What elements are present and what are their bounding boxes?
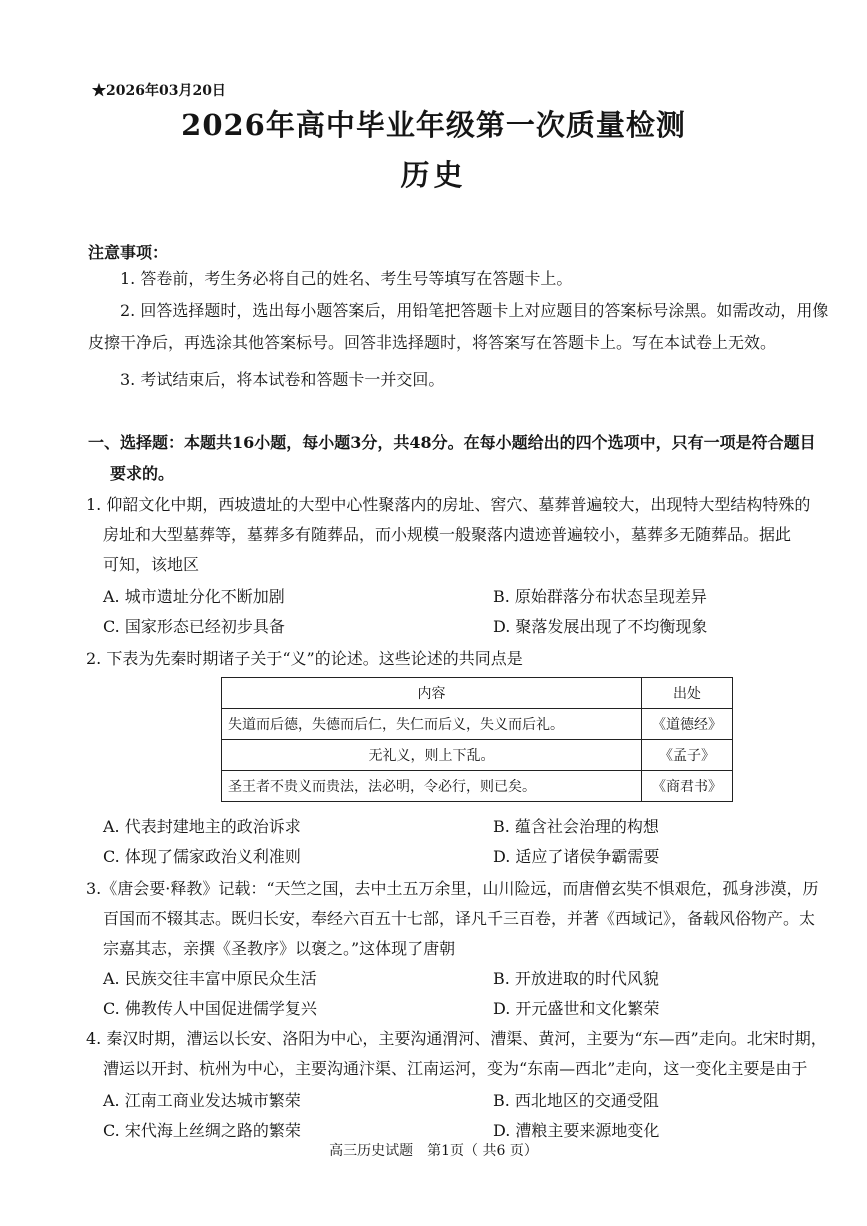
- q3-stem-line-1: 3.《唐会要·释教》记载：“天竺之国，去中土五万余里，山川险远，而唐僧玄奘不惧艰危，孤身涉漠，历: [86, 879, 819, 898]
- q2-stem: 2. 下表为先秦时期诸子关于“义”的论述。这些论述的共同点是: [86, 649, 523, 668]
- q3-option-d: D. 开元盛世和文化繁荣: [493, 999, 660, 1018]
- q4-option-a: A. 江南工商业发达城市繁荣: [103, 1091, 301, 1110]
- table-cell-source: 《商君书》: [642, 771, 733, 802]
- table-cell-content: 无礼义，则上下乱。: [222, 740, 642, 771]
- notice-item-2-line-2: 皮擦干净后，再选涂其他答案标号。回答非选择题时，将答案写在答题卡上。写在本试卷上无效。: [88, 333, 777, 352]
- table-header-source: 出处: [642, 678, 733, 709]
- q4-option-b: B. 西北地区的交通受阻: [493, 1091, 659, 1110]
- q1-option-b: B. 原始群落分布状态呈现差异: [493, 587, 707, 606]
- q1-stem-line-1: 1. 仰韶文化中期，西坡遗址的大型中心性聚落内的房址、窖穴、墓葬普遍较大，出现特大型结构特殊的: [86, 495, 811, 514]
- exam-date: ★2026年03月20日: [92, 83, 226, 99]
- q1-option-c: C. 国家形态已经初步具备: [103, 617, 285, 636]
- table-row: [222, 709, 733, 740]
- q3-stem-line-2: 百国而不辍其志。既归长安，奉经六百五十七部，译凡千三百卷，并著《西域记》，备载风俗物产。太: [103, 909, 816, 928]
- page-footer: 高三历史试题 第1页（ 共6 页）: [329, 1143, 538, 1159]
- section-heading-line-2: 要求的。: [110, 464, 175, 483]
- q2-option-c: C. 体现了儒家政治义利准则: [103, 847, 301, 866]
- section-heading-line-1: 一、选择题：本题共16小题，每小题3分，共48分。在每小题给出的四个选项中，只有一项是符合题目: [88, 433, 816, 452]
- q2-option-d: D. 适应了诸侯争霸需要: [493, 847, 660, 866]
- q3-stem-line-3: 宗嘉其志，亲撰《圣教序》以褒之。”这体现了唐朝: [103, 939, 456, 958]
- notice-heading: 注意事项：: [88, 243, 169, 262]
- q2-option-b: B. 蕴含社会治理的构想: [493, 817, 659, 836]
- q2-option-a: A. 代表封建地主的政治诉求: [103, 817, 301, 836]
- table-header-content: 内容: [222, 678, 642, 709]
- table-cell-content: 圣王者不贵义而贵法，法必明，令必行，则已矣。: [222, 771, 642, 802]
- q1-option-a: A. 城市遗址分化不断加剧: [103, 587, 285, 606]
- notice-item-2-line-1: 2. 回答选择题时，选出每小题答案后，用铅笔把答题卡上对应题目的答案标号涂黑。如需改动，用像: [120, 301, 829, 320]
- notice-item-1: 1. 答卷前，考生务必将自己的姓名、考生号等填写在答题卡上。: [120, 269, 573, 288]
- q1-option-d: D. 聚落发展出现了不均衡现象: [493, 617, 708, 636]
- exam-subject: 历史: [400, 158, 467, 192]
- q4-option-c: C. 宋代海上丝绸之路的繁荣: [103, 1121, 301, 1140]
- table-cell-source: 《道德经》: [642, 709, 733, 740]
- notice-item-3: 3. 考试结束后，将本试卷和答题卡一并交回。: [120, 370, 445, 389]
- q4-stem-line-1: 4. 秦汉时期，漕运以长安、洛阳为中心，主要沟通渭河、漕渠、黄河，主要为“东—西”走向。北宋时期，: [86, 1029, 827, 1048]
- table-row: [222, 740, 733, 771]
- q4-stem-line-2: 漕运以开封、杭州为中心，主要沟通汴渠、江南运河，变为“东南—西北”走向，这一变化主要是由于: [103, 1059, 808, 1078]
- table-header-row: [222, 678, 733, 709]
- exam-title: 2026年高中毕业年级第一次质量检测: [181, 108, 686, 142]
- q3-option-a: A. 民族交往丰富中原民众生活: [103, 969, 317, 988]
- table-cell-content: 失道而后德，失德而后仁，失仁而后义，失义而后礼。: [222, 709, 642, 740]
- q4-option-d: D. 漕粮主要来源地变化: [493, 1121, 660, 1140]
- table-cell-source: 《孟子》: [642, 740, 733, 771]
- q1-stem-line-3: 可知，该地区: [103, 555, 200, 574]
- q3-option-b: B. 开放进取的时代风貌: [493, 969, 659, 988]
- q2-source-table: [221, 677, 733, 802]
- q1-stem-line-2: 房址和大型墓葬等，墓葬多有随葬品，而小规模一般聚落内遗迹普遍较小，墓葬多无随葬品。据此: [103, 525, 792, 544]
- table-row: [222, 771, 733, 802]
- q3-option-c: C. 佛教传人中国促进儒学复兴: [103, 999, 317, 1018]
